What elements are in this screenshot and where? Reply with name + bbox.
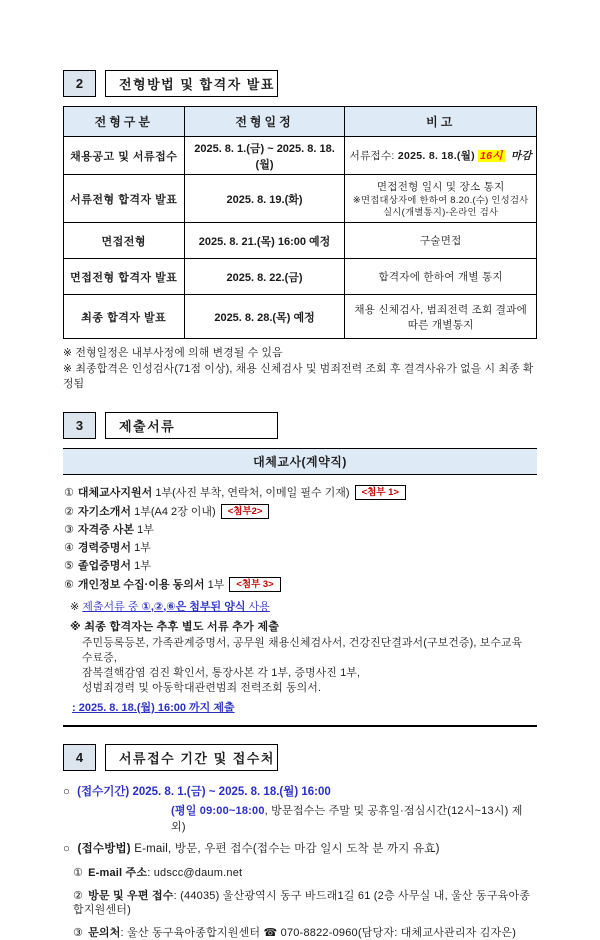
remark-deadline-label: 마감 bbox=[507, 150, 532, 162]
item-number: ⑥ bbox=[64, 578, 74, 591]
note-schedule-change: ※ 전형일정은 내부사정에 의해 변경될 수 있음 bbox=[63, 347, 283, 359]
table-row-final-result bbox=[64, 295, 537, 339]
contact-address-value: : (44035) 울산광역시 동구 바드래1길 61 (2층 사무실 내, 울산 동구육아종합지원센터) bbox=[73, 889, 531, 916]
table-row-document-result bbox=[64, 175, 537, 223]
doc-desc: 1부(A4 2장 이내) bbox=[131, 505, 216, 518]
submission-table-body bbox=[63, 475, 537, 725]
contact-email-value: : udscc@daum.net bbox=[147, 866, 243, 879]
column-header-schedule: 전형일정 bbox=[184, 107, 345, 137]
doc-item-license bbox=[64, 523, 536, 538]
item-number: ④ bbox=[64, 541, 74, 554]
doc-item-self-intro bbox=[64, 504, 536, 520]
note-final-confirmation: ※ 최종합격은 인성검사(71점 이상), 채용 신체검사 및 범죄전력 조회 후 결격사유가 없을 시 최종 확정됨 bbox=[63, 362, 534, 390]
section-4-header bbox=[63, 744, 537, 771]
schedule-cell: 2025. 8. 22.(금) bbox=[184, 259, 345, 295]
remark-cell bbox=[345, 137, 537, 175]
category-cell: 서류전형 합격자 발표 bbox=[64, 175, 185, 223]
doc-item-privacy-consent bbox=[64, 577, 536, 593]
schedule-cell: 2025. 8. 19.(화) bbox=[184, 175, 345, 223]
reception-period-line bbox=[63, 783, 537, 799]
doc-name: 자격증 사본 bbox=[77, 523, 135, 536]
extra-doc-line-2: 잠복결핵감염 검진 확인서, 통장사본 각 1부, 증명사진 1부, bbox=[82, 666, 361, 679]
item-number: ① bbox=[64, 486, 74, 499]
section-2-header bbox=[63, 70, 537, 97]
section-3-header bbox=[63, 412, 537, 439]
remark-cell bbox=[345, 175, 537, 223]
deadline-time-highlight: 16시 bbox=[479, 150, 503, 162]
schedule-cell: 2025. 8. 28.(목) 예정 bbox=[184, 295, 345, 339]
contact-label: E-mail 주소 bbox=[88, 866, 148, 879]
doc-name: 졸업증명서 bbox=[77, 559, 132, 572]
doc-item-graduation-cert bbox=[64, 559, 536, 574]
category-cell: 면접전형 합격자 발표 bbox=[64, 259, 185, 295]
remark-date: 2025. 8. 18.(월) bbox=[397, 150, 475, 162]
doc-item-career-cert bbox=[64, 541, 536, 556]
remark-cell: 채용 신체검사, 범죄전력 조회 결과에 따른 개별통지 bbox=[345, 295, 537, 339]
submission-table-header: 대체교사(계약직) bbox=[63, 449, 537, 475]
remark-line-2: ※면접대상자에 한하여 8.20.(수) 인성검사 bbox=[352, 194, 529, 205]
extra-doc-line-1: 주민등록등본, 가족관계증명서, 공무원 채용신체검사서, 건강진단결과서(구보건증), 보수교육 수료증, bbox=[82, 636, 523, 664]
attachment-tag-3: <첨부 3> bbox=[229, 577, 280, 592]
doc-desc: 1부 bbox=[131, 541, 151, 554]
reception-method-line bbox=[63, 840, 537, 856]
contact-email-line bbox=[73, 866, 537, 880]
section-2-number-badge: 2 bbox=[63, 70, 96, 97]
table-row-application bbox=[64, 137, 537, 175]
remark-cell: 합격자에 한하여 개별 통지 bbox=[345, 259, 537, 295]
item-number: ① bbox=[73, 866, 84, 879]
section-3-title: 제출서류 bbox=[105, 412, 278, 439]
doc-name: 대체교사지원서 bbox=[77, 486, 153, 499]
schedule-cell: 2025. 8. 21.(목) 16:00 예정 bbox=[184, 223, 345, 259]
category-cell: 최종 합격자 발표 bbox=[64, 295, 185, 339]
note-text: 최종 합격자는 추후 별도 서류 추가 제출 bbox=[84, 620, 280, 633]
note-marker: ※ bbox=[70, 600, 83, 613]
column-header-category: 전형구분 bbox=[64, 107, 185, 137]
column-header-remark: 비고 bbox=[345, 107, 537, 137]
schedule-cell: 2025. 8. 1.(금) ~ 2025. 8. 18.(월) bbox=[184, 137, 345, 175]
contact-address-line bbox=[73, 889, 537, 917]
circle-bullet: ○ bbox=[63, 785, 74, 798]
contact-label: 문의처 bbox=[88, 926, 121, 939]
submission-deadline: : 2025. 8. 18.(월) 16:00 까지 제출 bbox=[72, 701, 235, 714]
contact-org: : 울산 동구육아종합지원센터 bbox=[120, 926, 264, 939]
section-3-number-badge: 3 bbox=[63, 412, 96, 439]
note-use-attached-forms bbox=[70, 598, 536, 614]
method-text: E-mail, 방문, 우편 접수(접수는 마감 일시 도착 분 까지 유효) bbox=[130, 842, 440, 855]
remark-cell: 구술면접 bbox=[345, 223, 537, 259]
reception-hours-line bbox=[171, 802, 537, 834]
method-label: (접수방법) bbox=[77, 842, 131, 855]
selection-schedule-table bbox=[63, 106, 537, 339]
reception-period-text: (접수기간) 2025. 8. 1.(금) ~ 2025. 8. 18.(월) 16:00 bbox=[77, 785, 331, 798]
phone-icon: ☎ bbox=[263, 926, 278, 939]
note-final-docs bbox=[70, 618, 536, 634]
table-row-interview-result bbox=[64, 259, 537, 295]
item-number: ③ bbox=[73, 926, 84, 939]
doc-item-application bbox=[64, 485, 536, 501]
item-number: ② bbox=[73, 889, 84, 902]
note-strong: ①,②,⑥은 첨부된 양식 bbox=[141, 600, 246, 613]
category-cell: 면접전형 bbox=[64, 223, 185, 259]
doc-desc: 1부 bbox=[204, 578, 225, 591]
section-2-title: 전형방법 및 합격자 발표 bbox=[105, 70, 278, 97]
doc-desc: 1부(사진 부착, 연락처, 이메일 필수 기재) bbox=[152, 486, 350, 499]
attachment-tag-2: <첨부2> bbox=[221, 504, 270, 519]
item-number: ⑤ bbox=[64, 559, 74, 572]
hours-exception: , 방문접수는 주말 및 공휴일·점심시간(12시~13시) 제외) bbox=[171, 804, 523, 833]
category-cell: 채용공고 및 서류접수 bbox=[64, 137, 185, 175]
item-number: ② bbox=[64, 505, 74, 518]
note-pre: 제출서류 중 bbox=[82, 600, 142, 613]
remark-prefix: 서류접수: bbox=[349, 150, 398, 162]
note-marker: ※ bbox=[70, 620, 85, 633]
section-2-notes bbox=[63, 346, 537, 393]
contact-phone-line bbox=[73, 926, 537, 940]
weekday-hours: (평일 09:00~18:00 bbox=[171, 804, 265, 817]
section-4-body bbox=[63, 783, 537, 940]
circle-bullet: ○ bbox=[63, 842, 74, 855]
extra-doc-line-3: 성범죄경력 및 아동학대관련범죄 전력조회 동의서. bbox=[82, 681, 322, 694]
doc-name: 경력증명서 bbox=[77, 541, 132, 554]
table-row-interview bbox=[64, 223, 537, 259]
doc-desc: 1부 bbox=[134, 523, 154, 536]
attachment-tag-1: <첨부 1> bbox=[355, 485, 406, 500]
remark-line-3: 실시(개별통지)-온라인 검사 bbox=[383, 207, 499, 217]
contact-phone-value: 070-8822-0960(담당자: 대체교사관리자 김자은) bbox=[277, 926, 517, 939]
submission-documents-table bbox=[63, 448, 537, 727]
note-post: 사용 bbox=[245, 600, 270, 613]
doc-desc: 1부 bbox=[131, 559, 151, 572]
section-4-title: 서류접수 기간 및 접수처 bbox=[105, 744, 278, 771]
remark-line-1: 면접전형 일시 및 장소 통지 bbox=[376, 180, 505, 193]
doc-name: 자기소개서 bbox=[77, 505, 132, 518]
doc-name: 개인정보 수집·이용 동의서 bbox=[77, 578, 205, 591]
section-4-number-badge: 4 bbox=[63, 744, 96, 771]
table-header-row bbox=[64, 107, 537, 137]
contact-label: 방문 및 우편 접수 bbox=[88, 889, 174, 902]
item-number: ③ bbox=[64, 523, 74, 536]
